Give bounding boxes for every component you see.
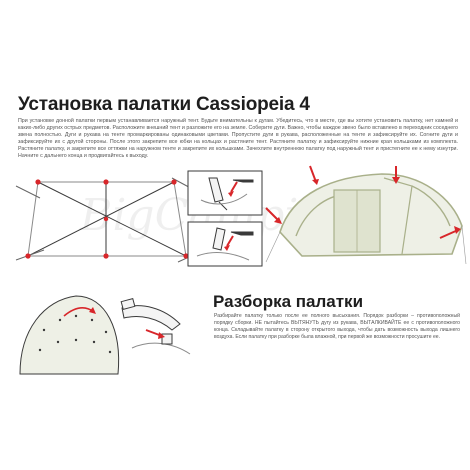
teardown-title: Разборка палатки xyxy=(213,292,364,311)
setup-title: Установка палатки Cassiopeia 4 xyxy=(18,94,310,115)
setup-body: При установке донной палатки первым устанавливается наружный тент. Будьте внимательны к дугам. Убедитесь, что в месте, где вы хотите установить палатку, нет камней и каких-либо других острых предметов. Расположите внешний тент и разложите его на земле. Соберите дуги. Важно, чтобы каждое звено было вставлено в переходник соседнего звена полностью. Дуги и рукава на тенте промаркированы одинаковыми цветами. Пропустите дуги в рукава, расположенные на тенте и зафиксируйте их. Согните дуги и зафиксируйте их с другой стороны. После этого закрепите все юбки на кольцах и растяните тент. Растяните палатку и зафиксируйте нижние края кольшками из комплекта. Растяните палатку, и закрепите все оттяжки на наружном тенте и закрепите их кольшками. Зачехлите внутреннюю палатку под наружный тент и пристегните ее к нему изнутри. Начните с дальнего конца и продвигайтесь к выходу. xyxy=(18,118,458,159)
tent-frame-diagram xyxy=(14,172,200,268)
tent-side-view xyxy=(262,164,468,274)
buckle-detail-panels xyxy=(187,170,263,268)
tent-teardown-diagram xyxy=(14,290,210,380)
teardown-body: Разбирайте палатку только после ее полного высыхания. Порядок разборки – противоположный порядку сборки. НЕ пытайтесь ВЫТЯНУТЬ дугу из рукава, ВЫТАЛКИВАЙТЕ ее с противоположного конца. Складывайте палатку в сторону открытого выхода, чтобы дать возможность выхода лишнего воздуха. Если палатку при разборке была влажной, при первой же возможности просушите ее. xyxy=(214,313,460,340)
